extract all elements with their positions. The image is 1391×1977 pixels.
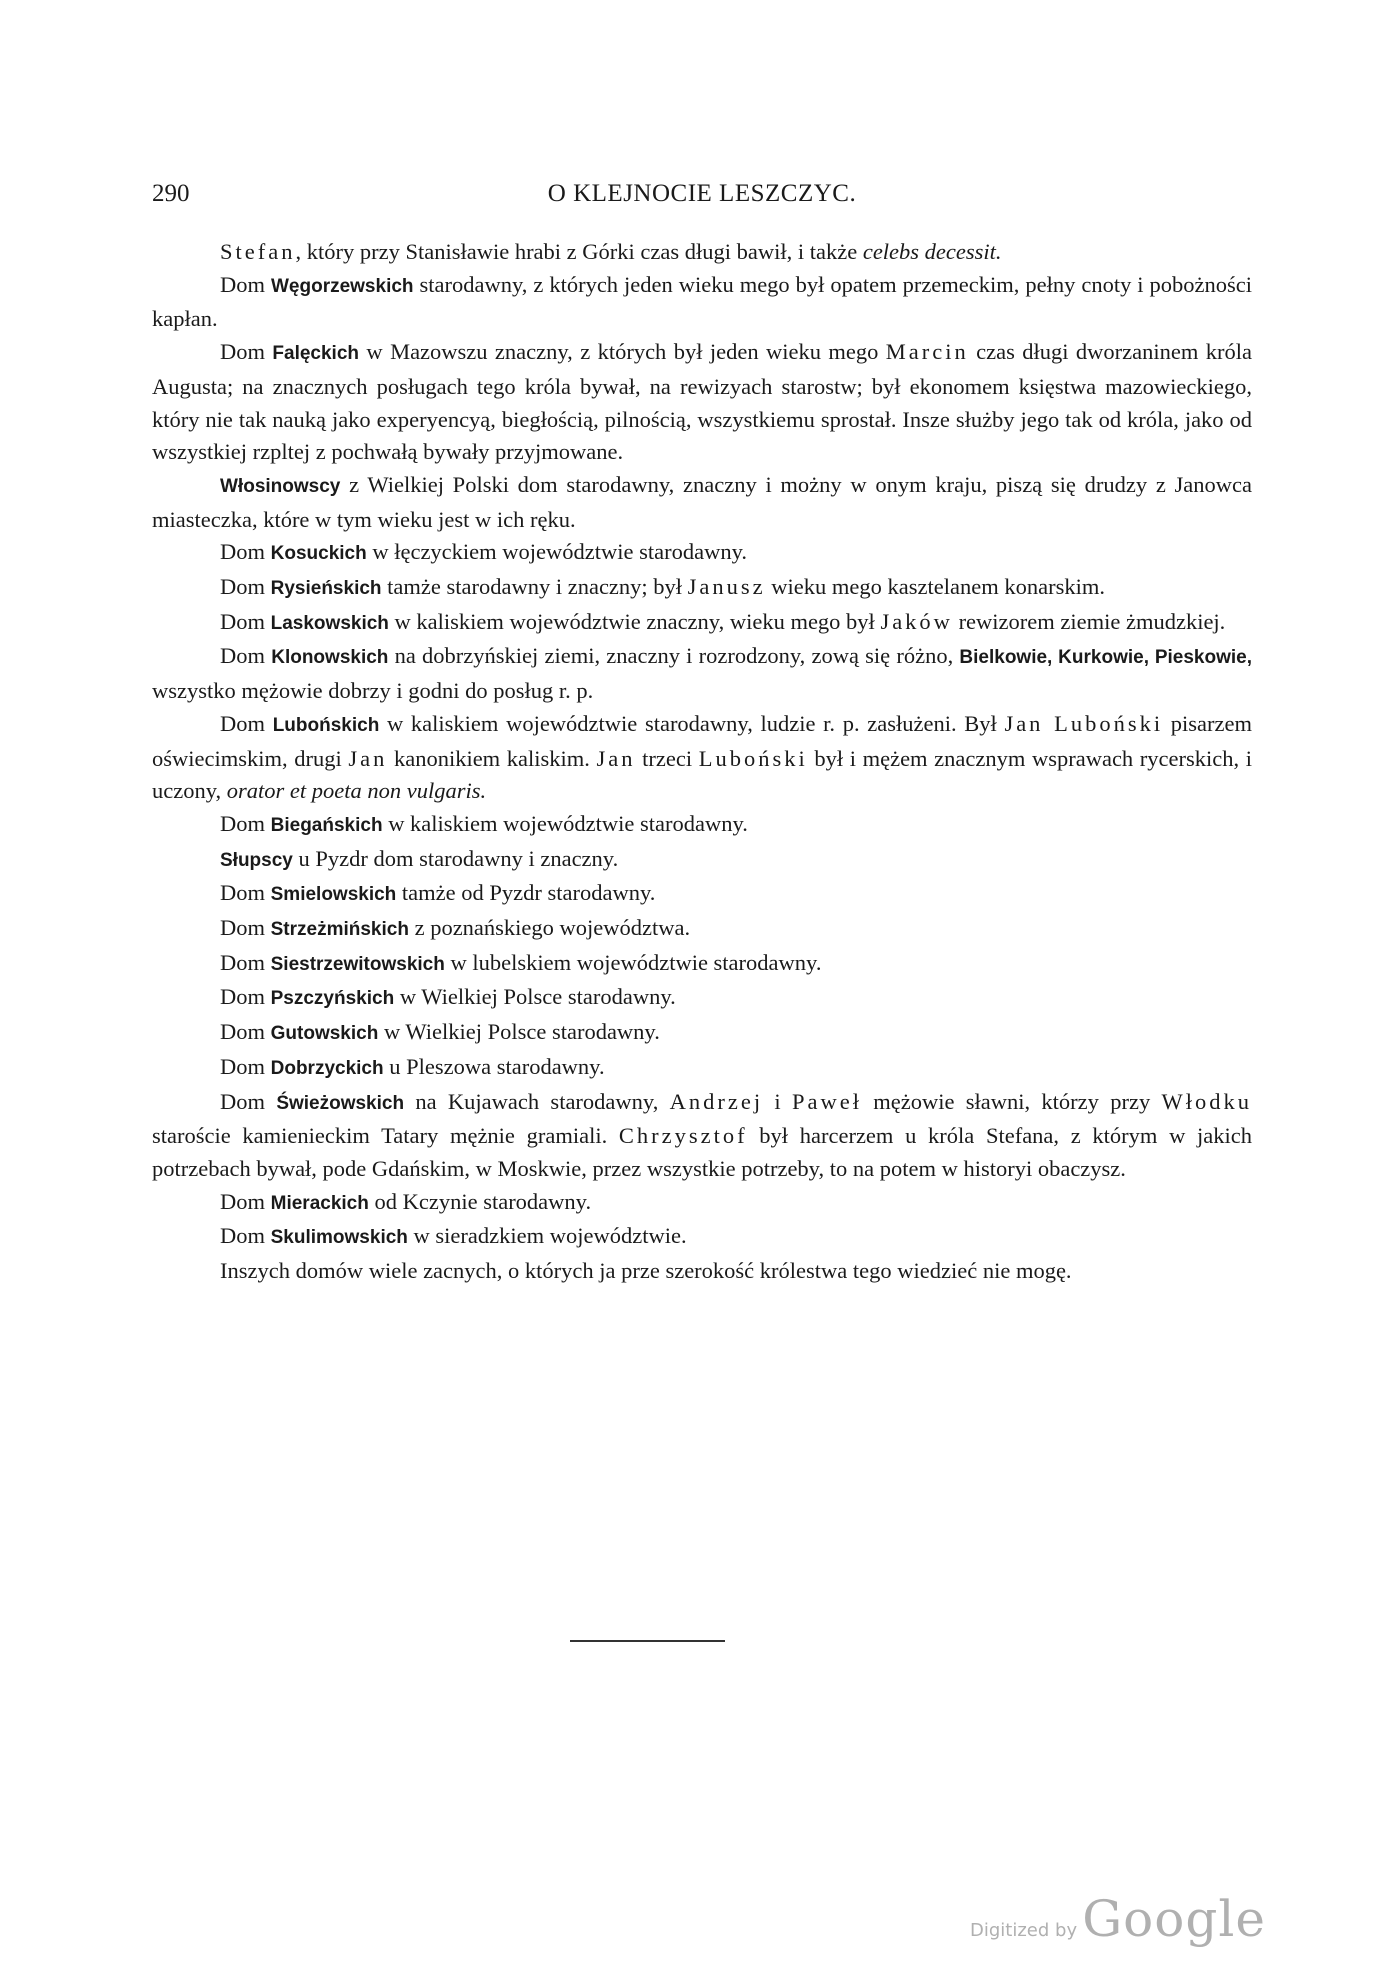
- person-name: Jan Luboński: [1004, 710, 1164, 736]
- person-name: Andrzej: [669, 1088, 764, 1114]
- paragraph: [152, 1016, 1252, 1051]
- text-run: na dobrzyńskiej ziemi, znaczny i rozrodzony, zową się różno,: [388, 643, 960, 669]
- text-run: w sieradzkiem województwie.: [407, 1223, 687, 1249]
- text-run: w Mazowszu znaczny, z których był jeden wieku mego: [359, 339, 886, 365]
- page-number: 290: [152, 180, 190, 207]
- book-page: [152, 180, 1252, 1288]
- paragraph: [152, 571, 1252, 606]
- text-run: rewizorem ziemie żmudzkiej.: [952, 608, 1226, 634]
- person-name: Włodku: [1161, 1088, 1252, 1114]
- paragraph: [152, 912, 1252, 947]
- paragraph: [152, 606, 1252, 641]
- text-run: Dom: [220, 1223, 271, 1249]
- text-run: Dom: [220, 1053, 271, 1079]
- person-name: Chrzysztof: [618, 1123, 748, 1149]
- text-run: Dom: [220, 1188, 271, 1214]
- person-name: Jan: [596, 745, 636, 771]
- text-run: Dom: [220, 574, 271, 600]
- text-run: mężowie sławni, którzy przy: [861, 1088, 1162, 1114]
- text-run: tamże starodawny i znaczny; był: [381, 574, 688, 600]
- body-text: [152, 236, 1252, 1288]
- text-run: Dom: [220, 608, 271, 634]
- text-run: w kaliskiem województwie znaczny, wieku mego był: [388, 608, 881, 634]
- text-run: u Pyzdr dom starodawny i znaczny.: [292, 845, 619, 871]
- paragraph: [152, 981, 1252, 1016]
- text-run: czas długi dworzaninem króla Augusta; na znacznych posługach tego króla bywał, na rewizyach starostw; był ekonomem księstwa mazowieckiego, który nie tak nauką jako experyencyą, biegłością, pilnością, wszystkiemu sprostał. Insze służby jego tak od króla, jako od wszystkiej rzpltej z pochwałą bywały przyjmowane.: [152, 339, 1253, 465]
- paragraph: [152, 536, 1252, 571]
- text-run: był harcerzem u króla Stefana, z którym w jakich potrzebach bywał, pode Gdańskim, w Moskwie, przez wszystkie potrzeby, to na potem w historyi obaczysz.: [152, 1123, 1252, 1181]
- text-run: pisarzem oświecimskim, drugi: [152, 710, 1252, 771]
- family-name: Bielkowie, Kurkowie, Pieskowie,: [959, 647, 1253, 669]
- digitized-watermark: [970, 1890, 1266, 1948]
- family-name: Klonowskich: [271, 647, 389, 669]
- page-header: [152, 180, 1252, 222]
- text-run: wieku mego kasztelanem konarskim.: [765, 574, 1105, 600]
- text-run: Dom: [220, 539, 271, 565]
- family-name: Słupscy: [220, 849, 293, 871]
- text-run: i: [763, 1088, 792, 1114]
- text-run: Dom: [220, 915, 271, 941]
- family-name: Smielowskich: [270, 884, 397, 906]
- text-run: Dom: [220, 949, 271, 975]
- family-name: Rysieńskich: [270, 578, 382, 600]
- paragraph: [152, 1086, 1252, 1186]
- paragraph: [152, 269, 1252, 336]
- text-run: w Wielkiej Polsce starodawny.: [378, 1019, 660, 1045]
- text-run: w łęczyckiem województwie starodawny.: [366, 539, 747, 565]
- family-name: Laskowskich: [270, 612, 389, 634]
- text-run: Dom: [220, 710, 273, 736]
- closing-rule: [570, 1640, 725, 1642]
- text-run: Dom: [220, 1088, 277, 1114]
- paragraph: [152, 708, 1252, 808]
- person-name: Marcin: [885, 339, 969, 365]
- paragraph: [152, 1051, 1252, 1086]
- text-run: kanonikiem kaliskim.: [387, 745, 597, 771]
- text-run: z Wielkiej Polski dom starodawny, znaczny i możny w onym kraju, piszą się drudzy z Janowca miasteczka, które w tym wieku jest w ich ręku.: [152, 471, 1252, 532]
- person-name: Janusz: [687, 574, 766, 600]
- family-name: Lubońskich: [272, 714, 380, 736]
- family-name: Falęckich: [272, 343, 360, 365]
- latin-phrase: orator et poeta non vulgaris.: [226, 778, 487, 804]
- text-run: Dom: [220, 880, 271, 906]
- text-run: staroście kamienieckim Tatary mężnie gramiali.: [152, 1123, 619, 1149]
- text-run: w kaliskiem województwie starodawny, ludzie r. p. zasłużeni. Był: [379, 710, 1005, 736]
- watermark-prefix: Digitized by: [970, 1920, 1078, 1941]
- text-run: był i mężem znacznym wsprawach rycerskich, i uczony,: [152, 745, 1252, 804]
- google-logo: Google: [1082, 1890, 1266, 1948]
- text-run: Dom: [220, 339, 273, 365]
- paragraph: [152, 877, 1252, 912]
- text-run: w kaliskiem województwie starodawny.: [382, 810, 748, 836]
- text-run: na Kujawach starodawny,: [404, 1088, 670, 1114]
- text-run: z poznańskiego województwa.: [408, 915, 691, 941]
- running-title: O KLEJNOCIE LESZCZYC.: [547, 180, 857, 207]
- family-name: Świeżowskich: [276, 1092, 405, 1114]
- text-run: wszystko mężowie dobrzy i godni do posług r. p.: [152, 678, 594, 704]
- text-run: Dom: [220, 984, 271, 1010]
- family-name: Biegańskich: [270, 814, 383, 836]
- text-run: , który przy Stanisławie hrabi z Górki czas długi bawił, i także: [295, 239, 863, 264]
- paragraph: [152, 640, 1252, 707]
- text-run: Inszych domów wiele zacnych, o których ja prze szerokość królestwa tego wiedzieć nie mogę.: [220, 1258, 1072, 1284]
- family-name: Dobrzyckich: [270, 1057, 384, 1079]
- paragraph: [152, 1220, 1252, 1255]
- family-name: Strzeżmińskich: [270, 919, 409, 941]
- family-name: Pszczyńskich: [270, 988, 395, 1010]
- family-name: Mierackich: [270, 1192, 369, 1214]
- family-name: Kosuckich: [270, 543, 367, 565]
- family-name: Siestrzewitowskich: [270, 953, 445, 975]
- text-run: Dom: [220, 271, 271, 297]
- latin-phrase: celebs decessit.: [862, 239, 1002, 264]
- paragraph: [152, 808, 1252, 843]
- paragraph: [152, 843, 1252, 878]
- family-name: Skulimowskich: [270, 1227, 408, 1249]
- text-run: trzeci: [635, 745, 699, 771]
- text-run: w lubelskiem województwie starodawny.: [444, 949, 822, 975]
- paragraph: [152, 947, 1252, 982]
- paragraph: [152, 1186, 1252, 1221]
- text-run: w Wielkiej Polsce starodawny.: [394, 984, 676, 1010]
- text-run: Dom: [220, 1019, 271, 1045]
- paragraph: [152, 1255, 1252, 1288]
- person-name: Jan: [348, 745, 388, 771]
- paragraph: [152, 336, 1252, 469]
- family-name: Węgorzewskich: [270, 275, 414, 297]
- family-name: Gutowskich: [270, 1023, 379, 1045]
- text-run: Dom: [220, 643, 272, 669]
- text-run: Dom: [220, 810, 271, 836]
- text-run: starodawny, z których jeden wieku mego był opatem przemeckim, pełny cnoty i pobożności kapłan.: [152, 271, 1253, 332]
- person-name: Luboński: [698, 745, 808, 771]
- text-run: u Pleszowa starodawny.: [383, 1053, 605, 1079]
- text-run: od Kczynie starodawny.: [368, 1188, 592, 1214]
- family-name: Włosinowscy: [220, 475, 341, 497]
- text-run: tamże od Pyzdr starodawny.: [396, 880, 656, 906]
- person-name: Stefan: [220, 239, 296, 264]
- paragraph: [152, 469, 1252, 536]
- person-name: Jaków: [880, 608, 953, 634]
- person-name: Paweł: [791, 1088, 862, 1114]
- paragraph: [152, 236, 1252, 269]
